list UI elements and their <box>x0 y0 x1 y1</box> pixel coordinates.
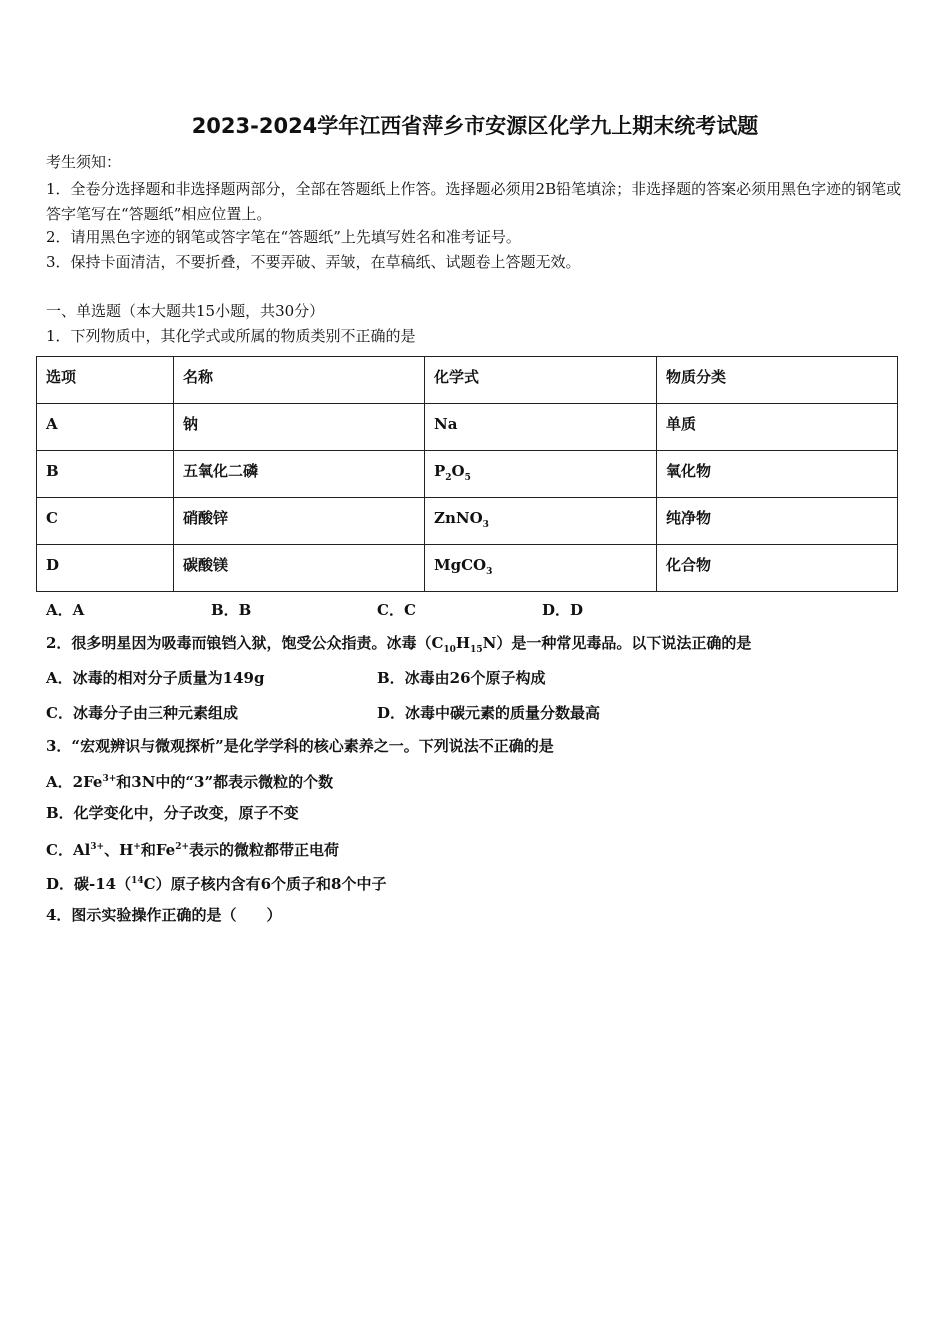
table-cell: 化合物 <box>657 545 898 592</box>
q3-option-d: D．碳-14（$^{14}$C）原子核内含有6个质子和8个中子 <box>46 875 387 893</box>
table-cell: 单质 <box>657 404 898 451</box>
table-cell: D <box>37 545 174 592</box>
table-cell: ZnNO$_3$ <box>425 498 657 545</box>
table-cell: 硝酸锌 <box>174 498 425 545</box>
section-heading: 一、单选题（本大题共15小题，共30分） <box>46 302 325 320</box>
table-cell: B <box>37 451 174 498</box>
table-cell: 氧化物 <box>657 451 898 498</box>
notice-item-3: 3．保持卡面清洁，不要折叠，不要弄破、弄皱，在草稿纸、试题卷上答题无效。 <box>46 253 581 271</box>
table-header-cell: 化学式 <box>425 357 657 404</box>
table-row <box>37 498 898 545</box>
table-cell: 纯净物 <box>657 498 898 545</box>
q1-option-b: B．B <box>211 601 252 619</box>
table-row <box>37 451 898 498</box>
table-cell: A <box>37 404 174 451</box>
question-4-stem: 4．图示实验操作正确的是（ ） <box>46 906 282 924</box>
q3-option-a: A．$2Fe^{3+}$和3N中的“3”都表示微粒的个数 <box>46 773 334 791</box>
notice-header: 考生须知： <box>46 153 122 171</box>
table-cell: Na <box>425 404 657 451</box>
table-row <box>37 545 898 592</box>
question-2-stem: 2．很多明星因为吸毒而锒铛入狱，饱受公众指责。冰毒$(C_{10}H_{15}N)$是一种常见毒品。以下说法正确的是 <box>46 634 752 655</box>
q3-option-b: B．化学变化中，分子改变，原子不变 <box>46 804 299 822</box>
table-row <box>37 404 898 451</box>
table-cell: $P_2O_5$ <box>425 451 657 498</box>
table-cell: 钠 <box>174 404 425 451</box>
question-1-stem: 1．下列物质中，其化学式或所属的物质类别不正确的是 <box>46 327 416 345</box>
q2-option-b: B．冰毒由26个原子构成 <box>377 669 546 687</box>
table-cell: MgCO$_3$ <box>425 545 657 592</box>
q2-option-d: D．冰毒中碳元素的质量分数最高 <box>377 704 601 722</box>
q3-option-c: C．$Al^{3+}$、H+和$Fe^{2+}$表示的微粒都带正电荷 <box>46 841 340 859</box>
table-cell: 五氧化二磷 <box>174 451 425 498</box>
q1-option-a: A．A <box>46 601 85 619</box>
table-header-cell: 物质分类 <box>657 357 898 404</box>
table-header-cell: 名称 <box>174 357 425 404</box>
table-header-row <box>37 357 898 404</box>
exam-title: 2023-2024学年江西省萍乡市安源区化学九上期末统考试题 <box>191 114 759 138</box>
q1-option-c: C．C <box>377 601 416 619</box>
q2-option-c: C．冰毒分子由三种元素组成 <box>46 704 238 722</box>
question-1-table <box>36 356 898 592</box>
question-3-stem: 3．“宏观辨识与微观探析”是化学学科的核心素养之一。下列说法不正确的是 <box>46 737 554 755</box>
table-cell: 碳酸镁 <box>174 545 425 592</box>
q1-option-d: D．D <box>542 601 584 619</box>
table-header-cell: 选项 <box>37 357 174 404</box>
table-cell: C <box>37 498 174 545</box>
notice-item-1: 1．全卷分选择题和非选择题两部分，全部在答题纸上作答。选择题必须用2B铅笔填涂；非选择题的答案必须用黑色字迹的钢笔或答字笔写在“答题纸”相应位置上。 <box>46 180 902 223</box>
notice-item-2: 2．请用黑色字迹的钢笔或答字笔在“答题纸”上先填写姓名和准考证号。 <box>46 228 521 246</box>
q2-option-a: A．冰毒的相对分子质量为149g <box>46 669 265 687</box>
